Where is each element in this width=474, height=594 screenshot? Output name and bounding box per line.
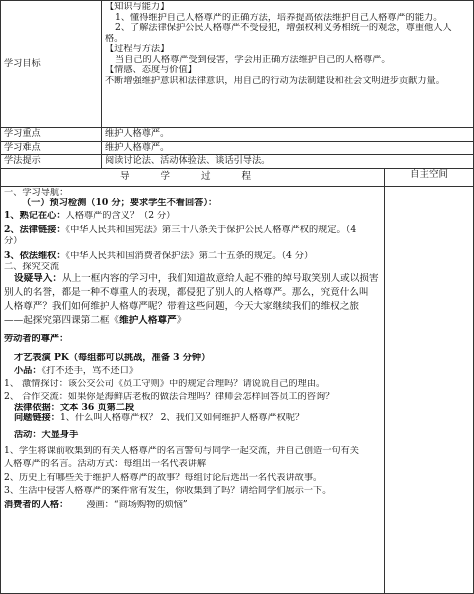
activity-discuss-2: 2、 合作交流：如果你是海鲜店老板的做法合理吗？律师会怎样回答员工的咨询？ (4, 392, 335, 403)
goals-label: 学习目标 (1, 1, 102, 128)
knowledge-item-1: 1、懂得维护自己人格尊严的正确方法，培养提高依法维护自己人格尊严的能力。 (115, 12, 443, 23)
difficulty-label: 学习难点 (1, 141, 102, 155)
process-item-1: 当自己的人格尊严受到侵害，学会用正确方法维护自己的人格尊严。 (115, 54, 391, 65)
self-space-title: 自主空间 (385, 168, 474, 186)
tips-value: 阅读讨论法、活动体验法、谈话引导法。 (102, 155, 474, 169)
skit-line: 小品：《打不还手，骂不还口》 (14, 365, 139, 376)
emotion-heading: 【情感、态度与价值】 (105, 65, 197, 76)
activity-item-1: 1、学生将课前收集到的有关人格尊严的名言警句与同学一起交流，并自己创造一句有关 (4, 446, 359, 457)
intro-line-1: 设疑导入：从上一框内容的学习中，我们知道故意给人起不雅的绰号取笑别人或以损害 (14, 272, 379, 284)
question-2: 2、法律链接：《中华人民共和国宪法》第三十八条关于保护公民人格尊严权的规定。（4 (4, 225, 357, 236)
knowledge-item-2-cont: 格。 (105, 33, 124, 44)
activity-item-3: 3、生活中侵害人格尊严的案件常有发生，你收集到了吗？请给同学们展示一下。 (4, 486, 332, 497)
activity-heading: 活动：大显身手 (14, 429, 79, 440)
self-space-area (385, 186, 474, 593)
problem-link-line: 问题链接：1、什么叫人格尊严权？ 2、我们又如何维护人格尊严权呢？ (14, 413, 305, 424)
process-title: 导 学 过 程 (1, 168, 385, 186)
activity-item-2: 2、历史上有哪些关于维护人格尊严的故事？每组讨论后选出一名代表讲故事。 (4, 472, 323, 483)
question-1: 1、熟记在心：人格尊严的含义？（2 分） (4, 210, 176, 221)
process-content (1, 186, 385, 593)
question-3: 3、依法维权：《中华人民共和国消费者保护法》第二十五条的规定。（4 分） (4, 250, 314, 261)
key-row (1, 128, 474, 142)
tips-row (1, 155, 474, 169)
tips-label: 学法提示 (1, 155, 102, 169)
difficulty-row (1, 141, 474, 155)
process-header-row (1, 168, 474, 186)
section-2-heading: 二、探究交流 (4, 262, 60, 273)
intro-line-2: 别人的名誉，都是一种不尊重人的表现，都侵犯了别人的人格尊严。那么，究竟什么叫 (4, 286, 369, 298)
section-1-heading: 一、学习导航： (4, 187, 69, 198)
intro-line-4: ——起探究第四课第二框《维护人格尊严》 (4, 314, 187, 326)
talent-show-heading: 才艺表演 PK（每组都可以挑战，准备 3 分钟） (14, 353, 211, 364)
preview-test-heading: （一）预习检测（10 分；要求学生不看回答）： (22, 198, 218, 209)
knowledge-heading: 【知识与能力】 (105, 2, 170, 12)
question-2-cont: 分） (4, 235, 23, 246)
intro-line-3: 人格尊严？我们如何维护人格尊严呢？带着这些问题，今天大家继续我们的维权之旅 (4, 300, 359, 312)
consumer-line: 消费者的人格： 漫画：“商场购物的烦恼” (4, 499, 188, 510)
activity-item-1-cont: 人格尊严的名言。活动方式：每组出一名代表讲解 (4, 459, 207, 470)
law-basis-line: 法律依据：文本 36 页第二段 (14, 402, 135, 413)
key-value: 维护人格尊严。 (102, 128, 474, 142)
worker-dignity-heading: 劳动者的尊严： (4, 333, 69, 344)
process-heading: 【过程与方法】 (105, 44, 170, 55)
difficulty-value: 维护人格尊严。 (102, 141, 474, 155)
knowledge-item-2: 2、了解法律保护公民人格尊严不受侵犯，增强权利义务相统一的观念，尊重他人人 (115, 23, 452, 34)
goals-row (1, 1, 474, 128)
emotion-item-1: 不断增强维护意识和法律意识，用自己的行动为法制建设和社会文明进步贡献力量。 (105, 76, 445, 87)
goals-content (102, 1, 474, 128)
activity-discuss-1: 1、 激情探讨：该公交公司《员工守则》中的规定合理吗？请说说自己的理由。 (4, 378, 326, 389)
key-label: 学习重点 (1, 128, 102, 142)
process-content-row (1, 186, 474, 593)
